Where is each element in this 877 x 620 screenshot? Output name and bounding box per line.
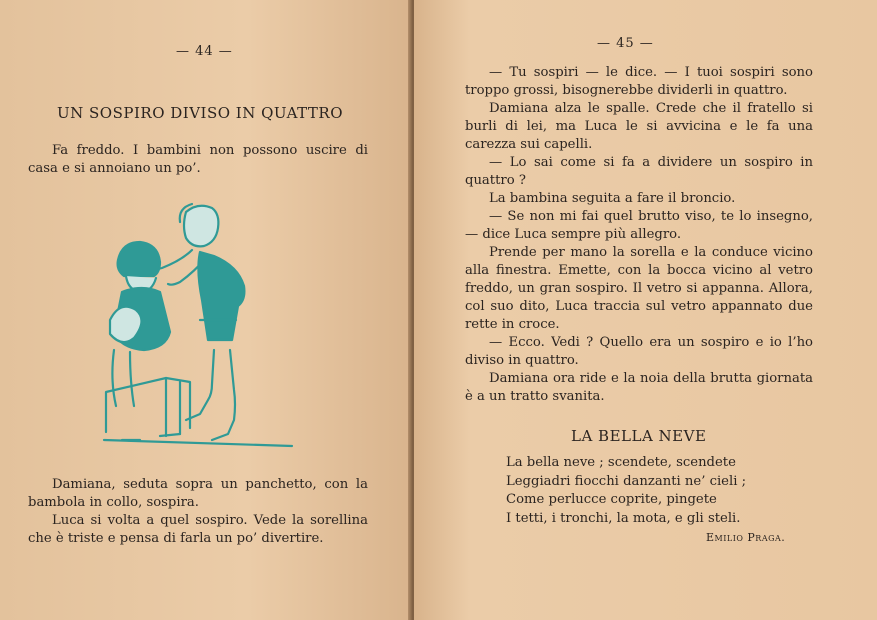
right-page	[414, 0, 877, 620]
right-paragraph-5: — Se non mi fai quel brutto viso, te lo insegno, — dice Luca sempre più allegro.	[465, 209, 813, 242]
poem-line: I tetti, i tronchi, la mota, e gli steli.	[506, 510, 741, 526]
poem-verse	[506, 454, 746, 528]
right-paragraph-4: La bambina seguita a fare il broncio.	[489, 191, 736, 206]
right-paragraph-1: — Tu sospiri — le dice. — I tuoi sospiri sono troppo grossi, bisognerebbe dividerli in quattro.	[465, 65, 813, 98]
poem-line: La bella neve ; scendete, scendete	[506, 455, 736, 470]
poem-line: Come perlucce coprite, pingete	[506, 492, 717, 507]
right-paragraph-8: Damiana ora ride e la noia della brutta giornata è a un tratto svanita.	[465, 371, 813, 404]
left-paragraph-2: Damiana, seduta sopra un panchetto, con la bambola in collo, sospira.	[28, 477, 368, 510]
right-paragraph-2: Damiana alza le spalle. Crede che il fratello si burli di lei, ma Luca le si avvicina e le fa una carezza sui capelli.	[465, 101, 813, 152]
children-illustration	[100, 200, 295, 452]
left-paragraph-3: Luca si volta a quel sospiro. Vede la sorellina che è triste e pensa di farla un po’ divertire.	[28, 513, 368, 546]
right-paragraph-3: — Lo sai come si fa a dividere un sospiro in quattro ?	[465, 155, 813, 188]
right-paragraph-6: Prende per mano la sorella e la conduce vicino alla finestra. Emette, con la bocca vicino al vetro freddo, un gran sospiro. Il vetro si appanna. Allora, col suo dito, Luca traccia sul vetro appannato due rette in croce.	[465, 245, 813, 332]
poem-title: LA BELLA NEVE	[571, 427, 707, 445]
right-paragraph-7: — Ecco. Vedi ? Quello era un sospiro e io l’ho diviso in quattro.	[465, 335, 813, 368]
story-title: UN SOSPIRO DIVISO IN QUATTRO	[57, 104, 343, 122]
poem-author: Emilio Praga.	[706, 531, 786, 544]
poem-line: Leggiadri fiocchi danzanti ne’ cieli ;	[506, 473, 747, 489]
page-number-right: — 45 —	[597, 36, 654, 51]
left-paragraph-1: Fa freddo. I bambini non possono uscire di casa e si annoiano un po’.	[28, 143, 368, 176]
left-page	[0, 0, 412, 620]
page-number-left: — 44 —	[176, 44, 233, 59]
